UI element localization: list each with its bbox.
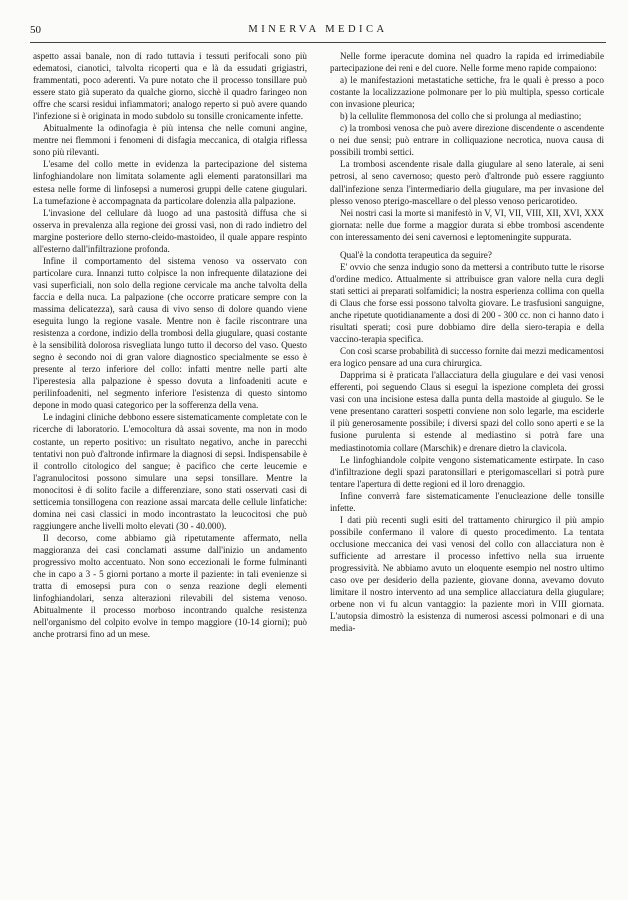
left-column xyxy=(33,50,307,640)
paragraph: Con così scarse probabilità di successo fornite dai mezzi medicamentosi era logico pensare ad una cura chirurgica. xyxy=(330,346,604,369)
paragraph: L'esame del collo mette in evidenza la partecipazione del sistema linfoghiandolare non limitata solamente agli elementi paratonsillari ma estesa nelle forme di linfosepsi a numerosi gruppi delle catene giugulari. La tumefazione è accompagnata da particolare dolenzia alla palpazione. xyxy=(33,159,307,206)
paragraph: aspetto assai banale, non di rado tuttavia i tessuti perifocali sono più edematosi, cianotici, talvolta ricoperti qua e là da essudati grigiastri, frammentati, poco aderenti. Va pure notato che il processo tonsillare può essere stato già superato da qualche giorno, sicchè il quadro faringeo non offre che scarsi residui infiammatori; analogo reperto si può avere quando l'infezione si è originata in modo subdolo su tonsille cronicamente infette. xyxy=(33,51,307,122)
page-number: 50 xyxy=(30,24,41,36)
paragraph: Abitualmente la odinofagia è più intensa che nelle comuni angine, mentre nei flemmoni i fenomeni di disfagia meccanica, di otalgia riflessa sono più rilevanti. xyxy=(33,123,307,158)
paragraph: L'invasione del cellulare dà luogo ad una pastosità diffusa che si osserva in prevalenza alla regione dei grossi vasi, non di rado indietro del margine posteriore dello sterno-cleido-mastoideo, il quale appare respinto all'esterno dall'infiltrazione profonda. xyxy=(33,207,307,254)
paragraph: Nelle forme iperacute domina nel quadro la rapida ed irrimediabile partecipazione dei reni e del cuore. Nelle forme meno rapide compaiono: xyxy=(330,51,604,74)
paragraph: E' ovvio che senza indugio sono da mettersi a contributo tutte le risorse d'ordine medico. Attualmente si attribuisce gran valore nella cura degli stati settici ai preparati solfamidici; la nostra esperienza collima con quella di Claus che forse essi possono talvolta giovare. Le trasfusioni sanguigne, anche ripetute quotidianamente a dosi di 200 - 300 cc. non ci hanno dato i risultati sperati; così pure dobbiamo dire della siero-terapia e della vaccino-terapia specifica. xyxy=(330,261,604,345)
page-header xyxy=(30,22,606,43)
right-column xyxy=(330,50,604,634)
paragraph: Infine converrà fare sistematicamente l'enucleazione delle tonsille infette. xyxy=(330,490,604,513)
paragraph: Dapprima si è praticata l'allacciatura della giugulare e dei vasi venosi efferenti, poi seguendo Claus si eseguì la ispezione completa dei grossi vasi con una incisione estesa dalla punta della mastoide al giugulo. Se le vene presentano caratteri sospetti conviene non solo legarle, ma esciderle il più generosamente possibile; i diversi spazi del collo sono aperti e se la fusione purulenta si estende al mediastino si potrà fare una mediastinotomia collare (Marschik) e drenare dietro la clavicola. xyxy=(330,370,604,453)
paragraph: Il decorso, come abbiamo già ripetutamente affermato, nella maggioranza dei casi conclamati assume dall'inizio un andamento progressivo molto accentuato. Non sono eccezionali le forme fulminanti che in capo a 3 - 5 giorni portano a morte il paziente: in tali evenienze si tratta di emosepsi pura con o senza reazione degli elementi linfoghiandolari, senza alterazioni rilevabili del sistema venoso. Abitualmente il processo morboso incontrando qualche resistenza nell'organismo del colpito evolve in tempo maggiore (10-14 giorni); può anche protrarsi fino ad un mese. xyxy=(33,532,307,640)
list-item: c) la trombosi venosa che può avere direzione discendente o ascendente o nei due sensi; può entrare in colliquazione necrotica, nuova causa di possibili trombi settici. xyxy=(330,123,604,158)
paragraph: Le indagini cliniche debbono essere sistematicamente completate con le ricerche di laboratorio. L'emocoltura dà assai sovente, ma non in modo costante, un reperto positivo: un risultato negativo, anche in parecchi tentativi non può d'altronde infirmare la diagnosi di sepsi. Indispensabile è il controllo citologico del sangue; è pacifico che certe leucemie e l'agranulocitosi possono simulare una sepsi tonsillare. Mentre la monocitosi è di solito facile a differenziare, sono stati osservati casi di setticemia tonsillogena con reazione assai marcata delle cellule linfatiche: domina nei casi classici in modo incontrastato la leucocitosi che può raggiungere anche livelli molto elevati (30 - 40.000). xyxy=(33,412,307,531)
section-question: Qual'è la condotta terapeutica da seguire? xyxy=(340,249,492,260)
paragraph: Le linfoghiandole colpite vengono sistematicamente estirpate. In caso d'infiltrazione degli spazi paratonsillari e pterigomascellari si potrà pure tentare l'apertura di dette regioni ed il loro drenaggio. xyxy=(330,454,604,489)
paragraph: Nei nostri casi la morte si manifestò in V, VI, VII, VIII, XII, XVI, XXX giornata: nelle due forme a maggior durata si ebbe trombosi ascendente con interessamento dei seni cavernosi e leptomeningite suppurata. xyxy=(330,207,604,242)
running-title: MINERVA MEDICA xyxy=(248,24,388,35)
list-item: b) la cellulite flemmonosa del collo che si prolunga al mediastino; xyxy=(340,111,582,122)
paragraph: La trombosi ascendente risale dalla giugulare al seno laterale, ai seni petrosi, al seno cavernoso; questo però d'altronde può essere raggiunto dall'infezione senza l'intermediario della giugulare, ma per invasione del plesso venoso pterigo-mascellare o del plesso venoso pericarotideo. xyxy=(330,159,604,206)
paragraph: I dati più recenti sugli esiti del trattamento chirurgico il più ampio possibile confermano il valore di questo procedimento. La tentata occlusione meccanica dei vasi venosi del collo con allacciatura non è sufficiente ad arrestare il processo infettivo nella sua irruente progressività. Ne abbiamo avuto un eloquente esempio nel nostro ultimo caso ove per desiderio della paziente, giovane donna, avevamo dovuto limitare il nostro intervento ad una semplice allacciatura della giugulare; orbene non vi fu alcun vantaggio: la paziente morì in VIII giornata. L'autopsia dimostrò la esistenza di numerosi ascessi polmonari e di una media- xyxy=(330,514,604,634)
list-item: a) le manifestazioni metastatiche settiche, fra le quali è presso a poco costante la localizzazione polmonare per lo più multipla, spesso corticale con invasione pleurica; xyxy=(330,75,604,110)
paragraph: Infine il comportamento del sistema venoso va osservato con particolare cura. Innanzi tutto colpisce la non infrequente dilatazione dei vasi superficiali, non solo della regione cervicale ma anche talvolta della faccia e della nuca. La palpazione (che occorre praticare sempre con la massima delicatezza), sarà causa di vivo senso di dolore quando viene eseguita lungo la regione vasale. Mentre non è facile riscontrare una resistenza a cordone, indizio della trombosi della giugulare, quasi costante è la sensibilità dolorosa risvegliata lungo tutto il decorso del vaso. Questo segno è secondo noi di gran valore diagnostico specialmente se esso è presente al terzo inferiore del collo: infatti mentre nelle parti alte l'iperestesia alla palpazione è spesso dovuta a linfoadeniti acute e perilinfoadeniti, nel segmento inferiore l'esistenza di questo sintomo depone in modo quasi categorico per la sofferenza della vena. xyxy=(33,255,307,411)
